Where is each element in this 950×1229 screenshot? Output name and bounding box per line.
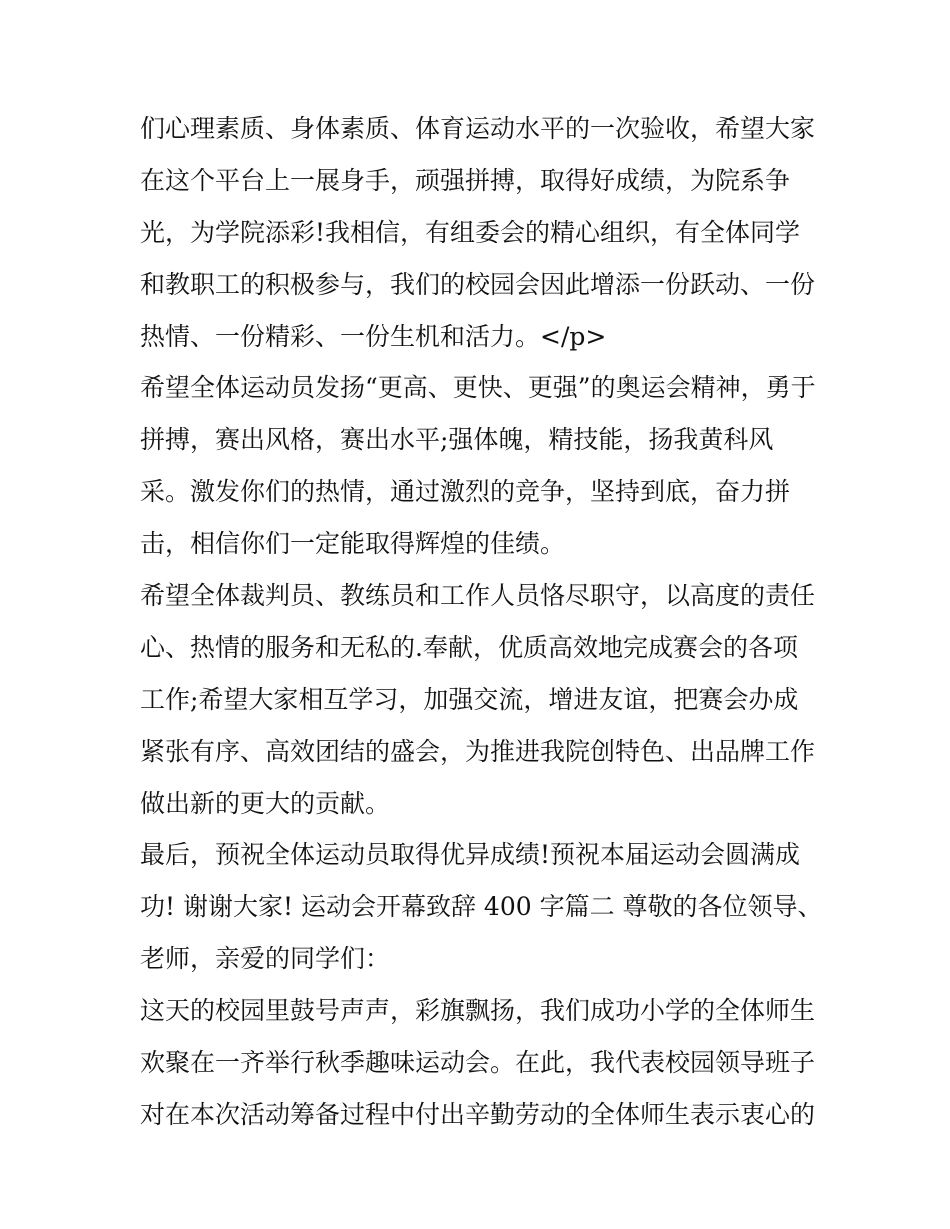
text-line: 老师，亲爱的同学们： (140, 944, 391, 974)
text-line: 采。激发你们的热情，通过激烈的竞争，坚持到底，奋力拼 (140, 477, 791, 507)
text-line: 希望全体裁判员、教练员和工作人员恪尽职守，以高度的责任 (140, 581, 816, 611)
text-line: 功! 谢谢大家! 运动会开幕致辞 400 字篇二 尊敬的各位领导、 (140, 892, 823, 922)
text-line: 这天的校园里鼓号声声，彩旗飘扬，我们成功小学的全体师生 (140, 996, 816, 1026)
text-line: 热情、一份精彩、一份生机和活力。</p> (140, 321, 607, 351)
text-line: 紧张有序、高效团结的盛会，为推进我院创特色、出品牌工作 (140, 736, 816, 766)
text-line: 工作;希望大家相互学习，加强交流，增进友谊，把赛会办成 (140, 684, 799, 714)
text-line: 击，相信你们一定能取得辉煌的佳绩。 (140, 529, 566, 559)
text-line: 和教职工的积极参与，我们的校园会因此增添一份跃动、一份 (140, 269, 816, 299)
text-line: 最后，预祝全体运动员取得优异成绩!预祝本届运动会圆满成 (140, 840, 801, 870)
text-line: 希望全体运动员发扬“更高、更快、更强”的奥运会精神，勇于 (140, 373, 816, 403)
text-line: 做出新的更大的贡献。 (140, 788, 391, 818)
text-line: 欢聚在一齐举行秋季趣味运动会。在此，我代表校园领导班子 (140, 1048, 816, 1078)
text-line: 光，为学院添彩!我相信，有组委会的精心组织，有全体同学 (140, 217, 801, 247)
text-line: 在这个平台上一展身手，顽强拼搏，取得好成绩，为院系争 (140, 165, 791, 195)
text-line: 心、热情的服务和无私的.奉献，优质高效地完成赛会的各项 (140, 632, 798, 662)
text-line: 们心理素质、身体素质、体育运动水平的一次验收，希望大家 (140, 114, 816, 143)
document-body (140, 103, 823, 1141)
text-line: 拼搏，赛出风格，赛出水平;强体魄，精技能，扬我黄科风 (140, 425, 774, 455)
text-line: 对在本次活动筹备过程中付出辛勤劳动的全体师生表示衷心的 (140, 1099, 816, 1129)
